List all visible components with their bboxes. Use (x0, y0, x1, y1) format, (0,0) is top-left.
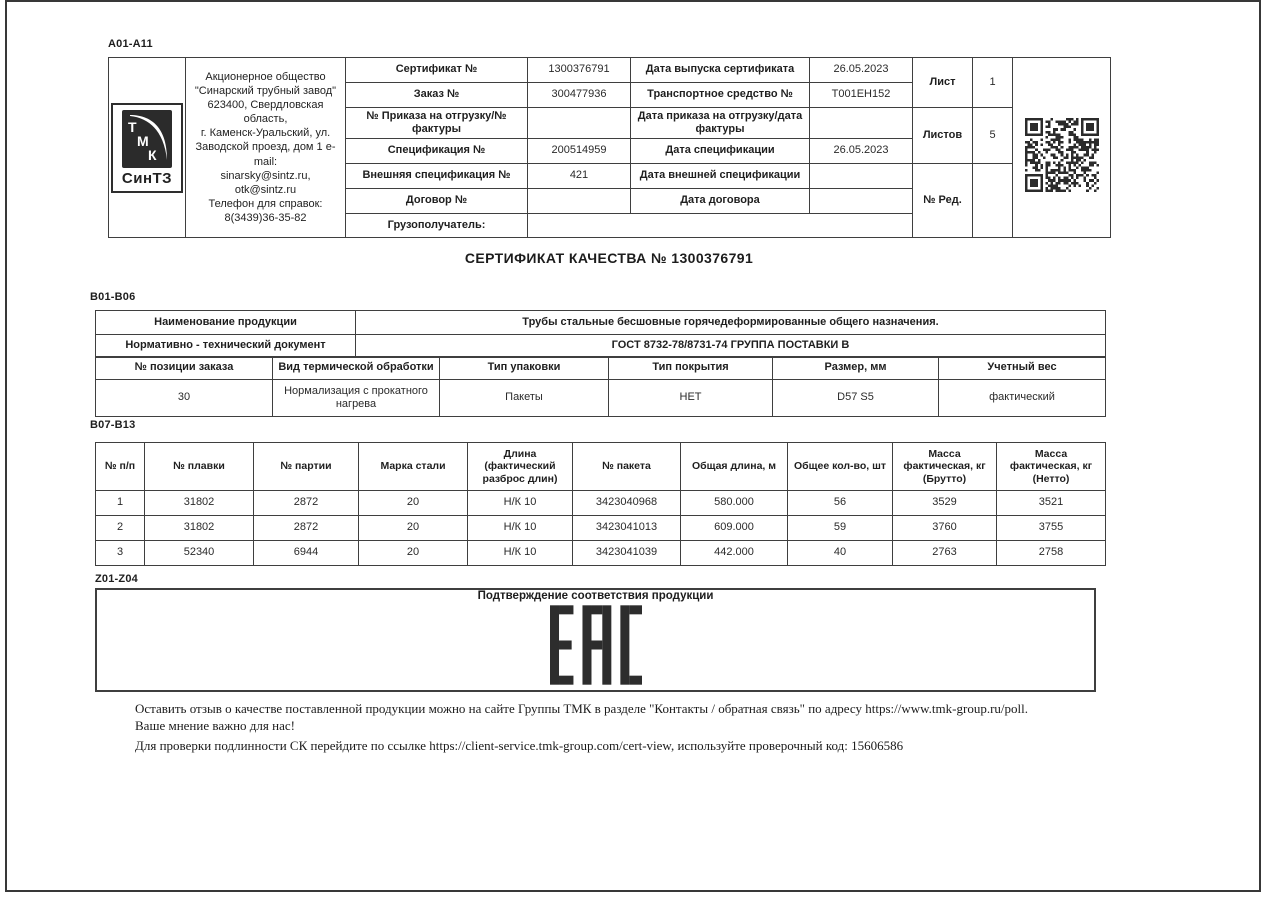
field-label-contract-date: Дата договора (631, 189, 810, 214)
column-header: Вид термической обработки (273, 357, 440, 380)
cell: 2763 (893, 541, 997, 566)
company-line: 623400, Свердловская область, (207, 99, 324, 126)
cell: 40 (788, 541, 893, 566)
conformity-title: Подтверждение соответствия продукции (477, 590, 714, 602)
footer-line-verification: Для проверки подлинности СК перейдите по ссылке https://client-service.tmk-group.com/cert-view, используйте проверочный код: 15606586 (135, 738, 904, 753)
product-name-value: Трубы стальные бесшовные горячедеформированные общего назначения. (356, 311, 1106, 335)
company-line: г. Каменск-Уральский, ул. (200, 127, 331, 140)
field-value-sheets-total: 5 (973, 108, 1013, 164)
column-header: № плавки (145, 443, 254, 491)
qr-code-icon (1025, 118, 1099, 192)
field-value-shipping-date (810, 108, 913, 139)
company-info (186, 58, 346, 238)
cell: 20 (359, 541, 468, 566)
column-header: Марка стали (359, 443, 468, 491)
footer-line-opinion: Ваше мнение важно для нас! (135, 718, 295, 733)
field-value-order-no: 300477936 (528, 83, 631, 108)
footer-notes (135, 700, 1195, 754)
header-table (108, 57, 1111, 238)
field-value-revision (973, 164, 1013, 238)
field-value-contract-date (810, 189, 913, 214)
cell: Н/К 10 (468, 516, 573, 541)
cell: 442.000 (681, 541, 788, 566)
column-header: Общее кол-во, шт (788, 443, 893, 491)
field-label-contract-no: Договор № (346, 189, 528, 214)
company-line: Заводской проезд, дом 1 e-mail: (195, 141, 336, 168)
cell: 2758 (997, 541, 1106, 566)
field-label-cert-date: Дата выпуска сертификата (631, 58, 810, 83)
eac-mark-icon (550, 605, 642, 690)
page-title: СЕРТИФИКАТ КАЧЕСТВА № 1300376791 (464, 250, 754, 266)
cell-weight-type: фактический (939, 380, 1106, 417)
field-value-spec-date: 26.05.2023 (810, 139, 913, 164)
column-header: Тип покрытия (609, 357, 773, 380)
product-table-bottom (95, 356, 1106, 417)
column-header: № партии (254, 443, 359, 491)
cell-position-no: 30 (96, 380, 273, 417)
cell: 3423041013 (573, 516, 681, 541)
qr-cell (1013, 58, 1111, 238)
cell: Н/К 10 (468, 541, 573, 566)
product-name-label: Наименование продукции (96, 311, 356, 335)
field-label-spec-date: Дата спецификации (631, 139, 810, 164)
cell: 3423041039 (573, 541, 681, 566)
column-header: Учетный вес (939, 357, 1106, 380)
product-doc-label: Нормативно - технический документ (96, 335, 356, 358)
cell-coating-type: НЕТ (609, 380, 773, 417)
company-line: 8(3439)36-35-82 (224, 211, 307, 224)
cell: 3 (96, 541, 145, 566)
cell: 3529 (893, 491, 997, 516)
cell-heat-treatment: Нормализация с прокатного нагрева (273, 380, 440, 417)
cell: 31802 (145, 491, 254, 516)
field-value-shipping-order (528, 108, 631, 139)
column-header: Размер, мм (773, 357, 939, 380)
field-value-spec-no: 200514959 (528, 139, 631, 164)
product-doc-value: ГОСТ 8732-78/8731-74 ГРУППА ПОСТАВКИ В (356, 335, 1106, 358)
cell: 6944 (254, 541, 359, 566)
column-header: Длина (фактический разброс длин) (468, 443, 573, 491)
footer-line-feedback: Оставить отзыв о качестве поставленной продукции можно на сайте Группы ТМК в разделе "Контакты / обратная связь" по адресу https://www.tmk-group.ru/poll. (135, 701, 1028, 716)
field-label-ext-spec-date: Дата внешней спецификации (631, 164, 810, 189)
cell: 1 (96, 491, 145, 516)
column-header: № пакета (573, 443, 681, 491)
field-value-certificate-no: 1300376791 (528, 58, 631, 83)
field-label-shipping-date: Дата приказа на отгрузку/дата фактуры (631, 108, 810, 139)
cell: 56 (788, 491, 893, 516)
svg-text:Т: Т (128, 118, 137, 135)
section-label-a: A01-A11 (108, 38, 153, 50)
field-label-sheet: Лист (913, 58, 973, 108)
field-value-ext-spec-no: 421 (528, 164, 631, 189)
cell: 3521 (997, 491, 1106, 516)
field-label-certificate-no: Сертификат № (346, 58, 528, 83)
cell-packing-type: Пакеты (440, 380, 609, 417)
table-row (96, 491, 1106, 516)
field-value-ext-spec-date (810, 164, 913, 189)
field-label-spec-no: Спецификация № (346, 139, 528, 164)
cell: 20 (359, 491, 468, 516)
company-line: Акционерное общество (205, 71, 326, 84)
cell: 31802 (145, 516, 254, 541)
logo-cell (109, 58, 186, 238)
company-line: sinarsky@sintz.ru, otk@sintz.ru (220, 169, 311, 196)
tmk-sintz-logo (111, 103, 183, 193)
svg-text:М: М (137, 132, 149, 149)
conformity-box (95, 588, 1096, 692)
column-header: Общая длина, м (681, 443, 788, 491)
cell-size: D57 S5 (773, 380, 939, 417)
cell: 3423040968 (573, 491, 681, 516)
table-row (96, 516, 1106, 541)
cell: Н/К 10 (468, 491, 573, 516)
logo-name: СинТЗ (121, 169, 173, 187)
field-label-revision: № Ред. (913, 164, 973, 238)
cell: 20 (359, 516, 468, 541)
field-value-sheet: 1 (973, 58, 1013, 108)
field-label-order-no: Заказ № (346, 83, 528, 108)
field-label-sheets-total: Листов (913, 108, 973, 164)
cell: 2872 (254, 491, 359, 516)
tmk-logo-icon (122, 110, 172, 168)
field-value-transport-no: Т001ЕН152 (810, 83, 913, 108)
column-header: Тип упаковки (440, 357, 609, 380)
field-label-transport-no: Транспортное средство № (631, 83, 810, 108)
cell: 3760 (893, 516, 997, 541)
section-label-z: Z01-Z04 (95, 573, 138, 585)
cell: 52340 (145, 541, 254, 566)
column-header: Масса фактическая, кг (Нетто) (997, 443, 1106, 491)
section-label-b2: B07-B13 (90, 419, 136, 431)
table-row (96, 541, 1106, 566)
field-value-cert-date: 26.05.2023 (810, 58, 913, 83)
column-header: Масса фактическая, кг (Брутто) (893, 443, 997, 491)
column-header: № позиции заказа (96, 357, 273, 380)
cell: 59 (788, 516, 893, 541)
svg-text:К: К (148, 146, 157, 163)
field-value-contract-no (528, 189, 631, 214)
company-line: Телефон для справок: (208, 197, 323, 210)
field-value-consignee (528, 214, 913, 238)
product-table-top (95, 310, 1106, 358)
field-label-consignee: Грузополучатель: (346, 214, 528, 238)
batch-table (95, 442, 1106, 566)
field-label-shipping-order: № Приказа на отгрузку/№ фактуры (346, 108, 528, 139)
section-label-b1: B01-B06 (90, 291, 136, 303)
cell: 2872 (254, 516, 359, 541)
cell: 3755 (997, 516, 1106, 541)
company-line: "Синарский трубный завод" (194, 85, 337, 98)
cell: 2 (96, 516, 145, 541)
column-header: № п/п (96, 443, 145, 491)
field-label-ext-spec-no: Внешняя спецификация № (346, 164, 528, 189)
cell: 609.000 (681, 516, 788, 541)
cell: 580.000 (681, 491, 788, 516)
